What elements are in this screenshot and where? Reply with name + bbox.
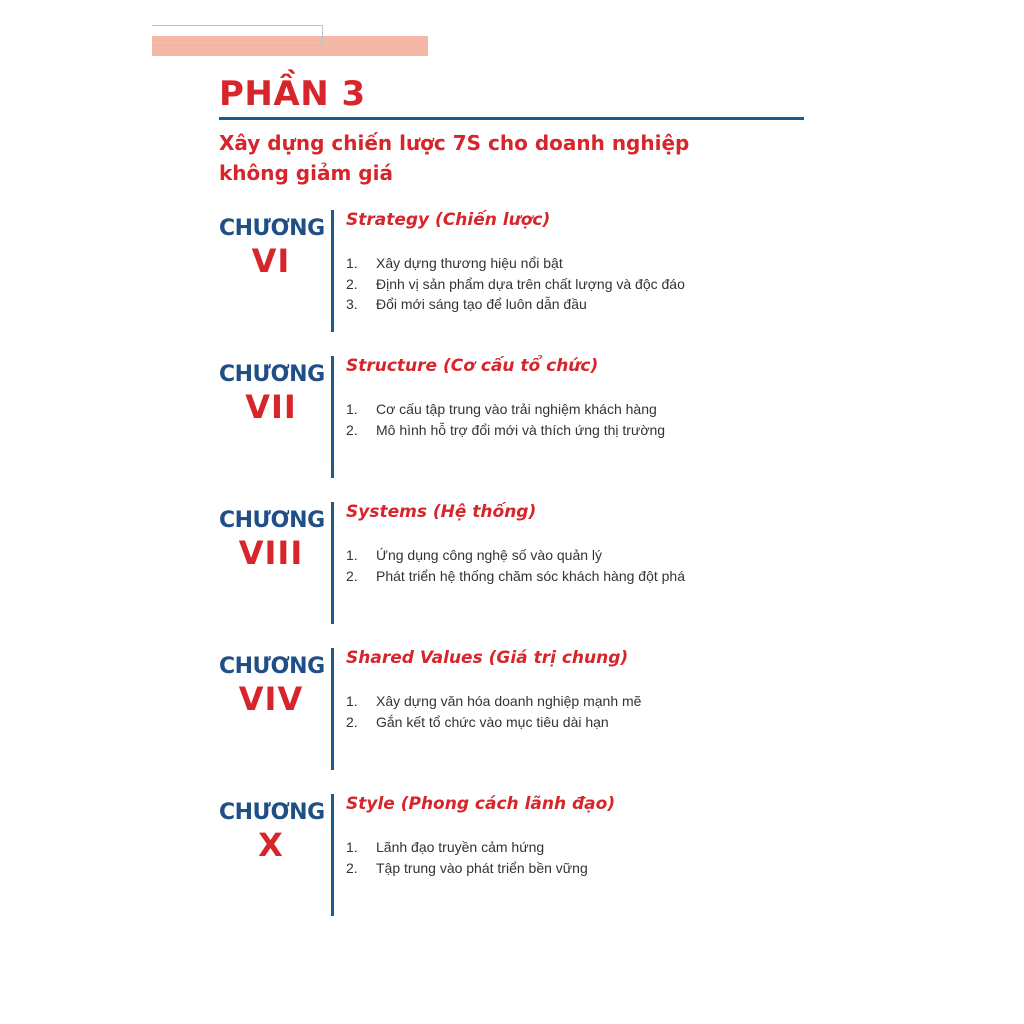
list-item	[346, 253, 685, 274]
list-item-number: 2.	[346, 275, 358, 292]
chapter-divider	[331, 794, 334, 916]
list-item-text: Xây dựng văn hóa doanh nghiệp mạnh mẽ	[376, 693, 642, 709]
chapter-heading: Strategy (Chiến lược)	[346, 210, 551, 230]
list-item-text: Đổi mới sáng tạo để luôn dẫn đầu	[376, 296, 587, 312]
chapter-block-x	[219, 794, 779, 916]
chapter-item-list	[346, 545, 685, 586]
chapter-label: CHƯƠNG	[219, 800, 325, 825]
part-subtitle: Xây dựng chiến lược 7S cho doanh nghiệp không giảm giá	[219, 131, 690, 185]
chapter-heading: Structure (Cơ cấu tổ chức)	[346, 356, 599, 376]
list-item	[346, 399, 665, 420]
chapter-heading: Style (Phong cách lãnh đạo)	[346, 794, 616, 814]
list-item-text: Tập trung vào phát triển bền vững	[376, 859, 588, 876]
chapter-item-list	[346, 837, 588, 878]
chapter-label: CHƯƠNG	[219, 362, 325, 387]
part-title: PHẦN 3	[219, 74, 366, 114]
chapter-divider	[331, 210, 334, 332]
list-item-number: 2.	[346, 567, 358, 584]
list-item-number: 1.	[346, 693, 358, 709]
list-item-text: Ứng dụng công nghệ số vào quản lý	[376, 547, 603, 563]
list-item-text: Định vị sản phẩm dựa trên chất lượng và độc đáo	[376, 275, 685, 292]
chapter-item-list	[346, 691, 641, 732]
chapter-label: CHƯƠNG	[219, 216, 325, 241]
list-item-text: Gắn kết tổ chức vào mục tiêu dài hạn	[376, 713, 609, 730]
list-item-number: 2.	[346, 421, 358, 438]
chapter-divider	[331, 356, 334, 478]
list-item	[346, 420, 665, 441]
chapter-block-viv	[219, 648, 779, 770]
list-item-number: 1.	[346, 401, 358, 417]
chapter-number: VIII	[238, 534, 304, 572]
list-item	[346, 566, 685, 587]
chapter-heading: Systems (Hệ thống)	[346, 502, 537, 522]
chapter-item-list	[346, 399, 665, 440]
chapter-number: VIV	[238, 680, 304, 718]
list-item	[346, 294, 685, 315]
list-item-text: Cơ cấu tập trung vào trải nghiệm khách hàng	[376, 401, 657, 417]
chapter-number: VI	[251, 242, 291, 280]
list-item	[346, 837, 588, 858]
chapter-block-vii	[219, 356, 779, 478]
list-item-number: 2.	[346, 859, 358, 876]
header-decoration-outline	[152, 25, 323, 46]
list-item-number: 2.	[346, 713, 358, 730]
list-item-number: 1.	[346, 547, 358, 563]
part-title-rule	[219, 117, 804, 120]
chapter-item-list	[346, 253, 685, 315]
chapter-divider	[331, 648, 334, 770]
list-item-text: Xây dựng thương hiệu nổi bật	[376, 255, 563, 271]
chapter-label: CHƯƠNG	[219, 654, 325, 679]
list-item	[346, 691, 641, 712]
list-item-text: Phát triển hệ thống chăm sóc khách hàng đột phá	[376, 567, 685, 584]
list-item	[346, 712, 641, 733]
list-item-number: 3.	[346, 296, 358, 312]
list-item	[346, 858, 588, 879]
chapter-label: CHƯƠNG	[219, 508, 325, 533]
chapter-number: X	[258, 826, 284, 864]
list-item-text: Lãnh đạo truyền cảm hứng	[376, 839, 545, 855]
chapter-divider	[331, 502, 334, 624]
list-item-number: 1.	[346, 839, 358, 855]
chapter-block-vi	[219, 210, 779, 332]
list-item-number: 1.	[346, 255, 358, 271]
chapter-number: VII	[245, 388, 297, 426]
list-item	[346, 545, 685, 566]
list-item	[346, 274, 685, 295]
chapter-block-viii	[219, 502, 779, 624]
chapter-heading: Shared Values (Giá trị chung)	[346, 648, 629, 668]
list-item-text: Mô hình hỗ trợ đổi mới và thích ứng thị trường	[376, 421, 666, 438]
